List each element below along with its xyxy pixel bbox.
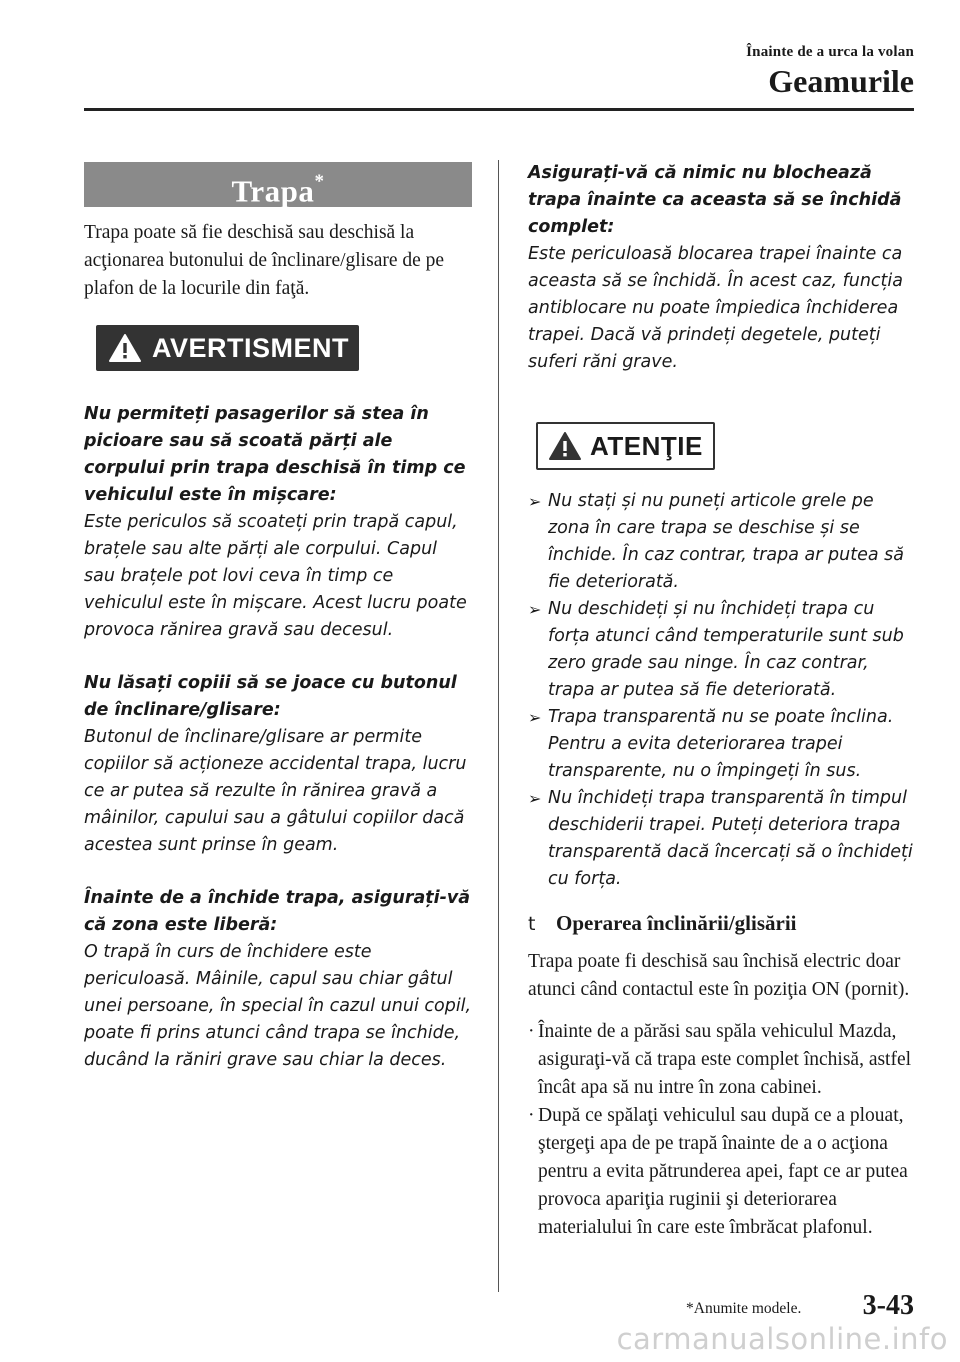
list-item: · Înainte de a părăsi sau spăla vehiculul Mazda, asiguraţi-vă că trapa este complet închisă, astfel încât apa să nu intre în zona cabinei. — [528, 1021, 912, 1098]
operation-paragraph: Trapa poate fi deschisă sau închisă electric doar atunci când contactul este în poziţia ON (pornit). — [528, 951, 910, 1000]
column-divider — [498, 160, 499, 1292]
header-kicker: Înainte de a urca la volan — [746, 44, 914, 60]
operation-heading: t Operarea înclinării/glisării — [528, 911, 797, 935]
header-title: Geamurile — [768, 63, 914, 99]
warning-triangle-icon — [548, 431, 582, 461]
right-column — [528, 160, 918, 1242]
warning-triangle-icon — [108, 333, 142, 363]
intro-paragraph: Trapa poate să fie deschisă sau deschisă la acţionarea butonului de înclinare/glisare de pe plafon de la locurile din faţă. — [84, 222, 445, 299]
section-title: Trapa — [231, 173, 315, 209]
caution-label: ATENŢIE — [590, 430, 703, 461]
section-asterisk: * — [314, 171, 325, 192]
operation-bullets — [528, 1018, 918, 1242]
left-column — [84, 162, 472, 1074]
warning-item: Înainte de a închide trapa, asigurați-vă că zona este liberă: O trapă în curs de închidere este periculoasă. Mâinile, capul sau chiar gâtul unei persoane, în special în cazul unui copil, poate fi prins atunci când trapa se închide, ducând la răniri grave sau chiar la deces. — [84, 888, 472, 1070]
caution-item: ➢ Nu deschideți și nu închideți trapa cu forța atunci când temperaturile sunt sub zero grade sau ninge. În caz contrar, trapa ar putea să fie deteriorată. — [528, 599, 904, 700]
caution-item: ➢ Trapa transparentă nu se poate înclina. Pentru a evita deteriorarea trapei transparente, nu o împingeți în sus. — [528, 707, 894, 781]
watermark: carmanualsonline.info — [616, 1322, 948, 1356]
running-header — [746, 44, 914, 97]
footnote: *Anumite modele. — [686, 1300, 802, 1317]
caution-badge — [536, 422, 715, 470]
list-item: · După ce spălaţi vehiculul sau după ce a plouat, ştergeţi apa de pe trapă înainte de a o acţiona pentru a evita pătrunderea apei, fapt ce ar putea provoca apariţia ruginii şi deteriorarea materialului în care este îmbrăcat plafonul. — [528, 1105, 908, 1238]
section-marker: t — [528, 913, 536, 935]
caution-item: ➢ Nu închideți trapa transparentă în timpul deschiderii trapei. Puteți deteriora trapa transparentă dacă încercați să o închideți cu forța. — [528, 788, 913, 889]
header-rule — [84, 108, 914, 111]
warning-item: Nu permiteți pasagerilor să stea în picioare sau să scoată părți ale corpului prin trapa deschisă în timp ce vehiculul este în mișcare: Este periculos să scoateți prin trapă capul, brațele sau alte părți ale corpului. Capul sau brațele pot lovi ceva în timp ce vehiculul este în mișcare. Acest lucru poate provoca rănirea gravă sau decesul. — [84, 404, 467, 640]
page-number: 3-43 — [862, 1290, 914, 1321]
caution-item: ➢ Nu stați și nu puneți articole grele pe zona în care trapa se deschise și se închide. În caz contrar, trapa ar putea să fie deteriorată. — [528, 491, 904, 592]
caution-list — [528, 488, 918, 893]
warning-item: Nu lăsați copiii să se joace cu butonul de înclinare/glisare: Butonul de înclinare/glisare ar permite copiilor să acționeze accidental trapa, lucru ce ar putea să rezulte în rănirea gravă a mâinilor, capului sau a gâtului copiilor dacă acestea sunt prinse în geam. — [84, 673, 467, 855]
warning-label: AVERTISMENT — [152, 332, 350, 363]
warning-item: Asigurați-vă că nimic nu blochează trapa înainte ca aceasta să se închidă complet: Este periculoasă blocarea trapei înainte ca aceasta să se închidă. În acest caz, funcția antiblocare nu poate împiedica închiderea trapei. Dacă vă prindeți degetele, puteți suferi răni grave. — [528, 163, 903, 372]
section-title-bar — [84, 162, 472, 207]
warning-badge — [96, 325, 359, 371]
